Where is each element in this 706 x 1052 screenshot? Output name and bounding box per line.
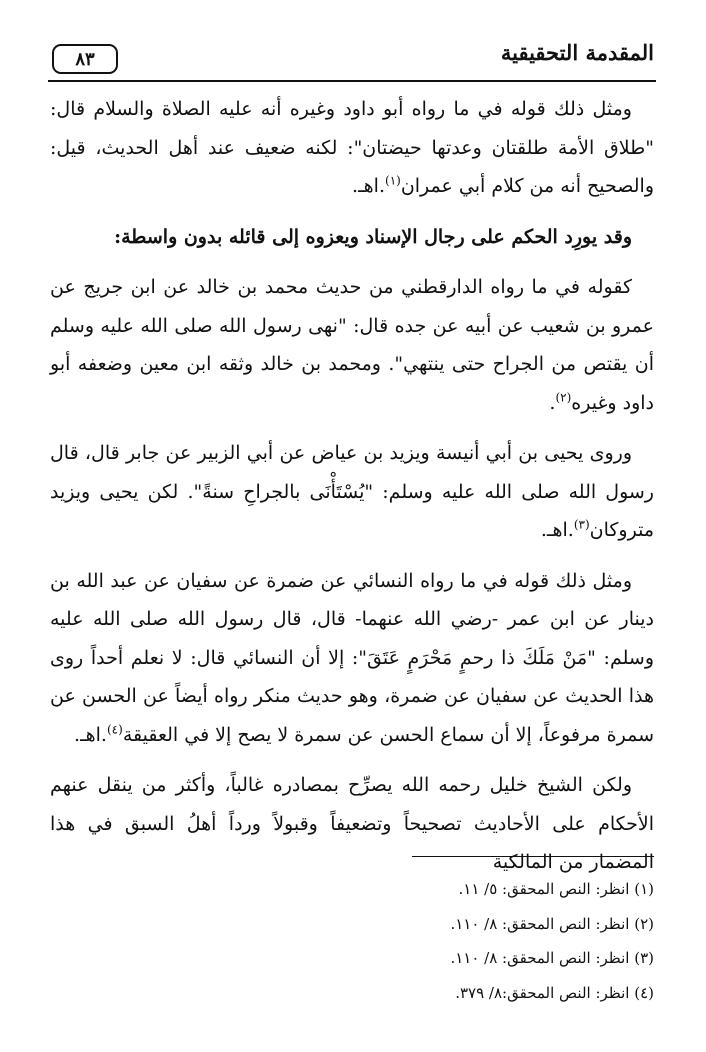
page-number: ٨٣ [75, 49, 95, 70]
page-number-box [52, 44, 118, 74]
paragraph-text: ومثل ذلك قوله في ما رواه النسائي عن ضمرة عن سفيان عن عبد الله بن دينار عن ابن عمر -رضي الله عنهما- قال، قال رسول الله صلى الله عليه وسلم: "مَنْ مَلَكَ ذا رحمٍ مَحْرَمٍ عَتَقَ": إلا أن النسائي قال: لا نعلم أحداً روى هذا الحديث عن سفيان عن ضمرة، وهو حديث منكر رواه أيضاً عن الحسن عن سمرة مرفوعاً، إلا أن سماع الحسن عن سمرة لا يصح إلا في العقيقة [50, 569, 654, 746]
body-text [50, 90, 654, 894]
paragraph-heading [50, 218, 654, 257]
paragraph-tail: . [549, 391, 556, 414]
footnote: (٣) انظر: النص المحقق: ٨/ ١١٠. [450, 949, 654, 967]
paragraph [50, 90, 654, 206]
paragraph-text: وقد يورِد الحكم على رجال الإسناد ويعزوه إلى قائله بدون واسطة: [114, 225, 632, 248]
footnote-ref: (٣) [573, 517, 590, 532]
footnote: (٢) انظر: النص المحقق: ٨/ ١١٠. [450, 914, 654, 933]
paragraph [50, 434, 654, 550]
paragraph [50, 268, 654, 422]
footnote-ref: (٢) [555, 390, 572, 405]
paragraph-tail: .اهـ. [540, 519, 574, 541]
footnotes [250, 872, 654, 1010]
paragraph-tail: .اهـ. [352, 175, 385, 197]
footnote-ref: (٤) [106, 722, 123, 737]
header-rule [48, 80, 656, 82]
footnote-rule [412, 856, 654, 857]
paragraph-text: ولكن الشيخ خليل رحمه الله يصرِّح بمصادره غالباً، وأكثر من ينقل عنهم الأحكام على الأحاديث تصحيحاً وتضعيفاً وقبولاً ورداً أهلُ السبق في هذا المضمار من المالكية [50, 774, 654, 873]
footnote-ref: (١) [385, 173, 401, 188]
paragraph-text: وروى يحيى بن أبي أنيسة ويزيد بن عياض عن أبي الزبير عن جابر قال، قال رسول الله صلى الله عليه وسلم: "يُسْتَأْنَى بالجراحِ سنةً". لكن يحيى ويزيد متروكان [50, 442, 654, 541]
paragraph-text: ومثل ذلك قوله في ما رواه أبو داود وغيره أنه عليه الصلاة والسلام قال: "طلاق الأمة طلقتان وعدتها حيضتان": لكنه ضعيف عند أهل الحديث، قيل: والصحيح أنه من كلام أبي عمران [50, 98, 654, 197]
footnote: (٤) انظر: النص المحقق:٨/ ٣٧٩. [455, 983, 654, 1002]
footnote: (١) انظر: النص المحقق: ٥/ ١١. [458, 880, 654, 898]
paragraph [50, 562, 654, 755]
paragraph [50, 766, 654, 882]
paragraph-tail: .اهـ. [74, 723, 107, 746]
running-header-title: المقدمة التحقيقية [500, 40, 654, 65]
paragraph-text: كقوله في ما رواه الدارقطني من حديث محمد بن خالد عن ابن جريج عن عمرو بن شعيب عن أبيه عن جده قال: "نهى رسول الله صلى الله عليه وسلم أن يقتص من الجراح حتى ينتهي". ومحمد بن خالد وثقه ابن معين وضعفه أبو داود وغيره [50, 276, 654, 414]
